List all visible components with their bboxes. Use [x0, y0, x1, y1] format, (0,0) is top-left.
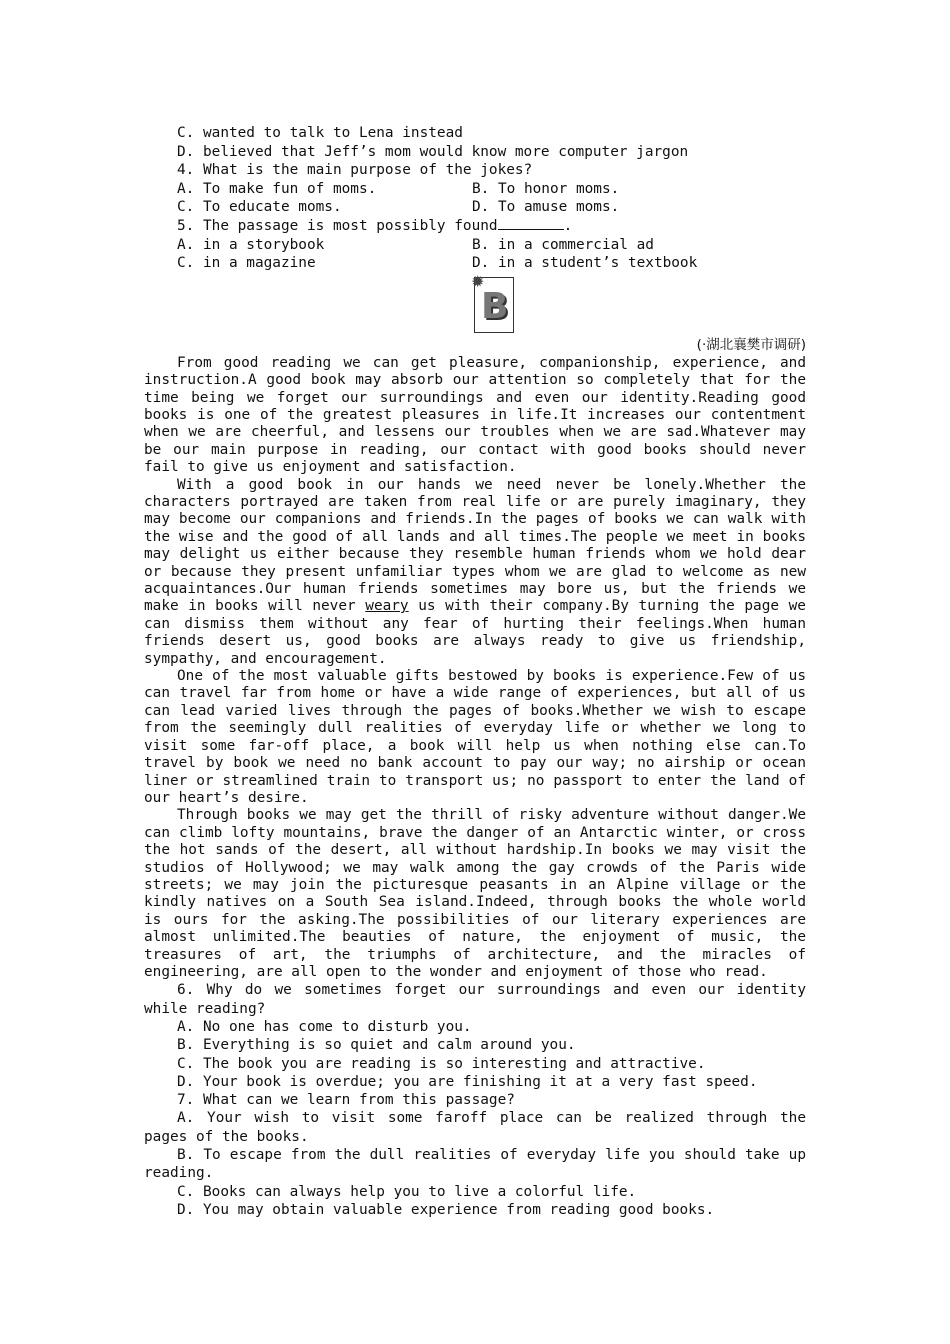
q4-option-b: B. To honor moms. — [472, 180, 620, 197]
q4-options-row-1 — [144, 180, 806, 199]
question-7: 7. What can we learn from this passage? — [177, 1092, 515, 1109]
section-badge — [471, 271, 514, 333]
q5-option-b: B. in a commercial ad — [472, 236, 654, 253]
q7-option-b: B. To escape from the dull realities of everyday life you should take up reading. — [144, 1147, 806, 1182]
q7-option-d: D. You may obtain valuable experience from reading good books. — [177, 1201, 715, 1218]
q7-option-a: A. Your wish to visit some faroff place can be realized through the pages of the books. — [144, 1110, 806, 1145]
q5-options-row-2 — [144, 254, 806, 273]
paragraph-2-part-2: us with their company.By turning the page we can dismiss them without any fear of hurting their feelings.When human friends desert us, good books are always ready to give us friendship, sympathy, and encouragement. — [144, 598, 806, 667]
q6-option-d: D. Your book is overdue; you are finishing it at a very fast speed. — [177, 1073, 758, 1090]
q4-option-c: C. To educate moms. — [177, 199, 342, 216]
q5-options-row-1 — [144, 236, 806, 255]
passage-paragraph-1: From good reading we can get pleasure, companionship, experience, and instruction.A good book may absorb our attention so completely that for the time being we forget our surroundings and even our identity.Reading good books is one of the greatest pleasures in life.It increases our contentment when we are cheerful, and lessens our troubles when we are sad.Whatever may be our main purpose in reading, our contact with good books should never fail to give us enjoyment and satisfaction. — [144, 354, 806, 476]
passage-paragraph-3: One of the most valuable gifts bestowed by books is experience.Few of us can travel far from home or have a wide range of experiences, but all of us can lead varied lives through the pages of books.Whether we wish to escape from the seemingly dull realities of everyday life or whether we long to visit some far-off place, a book will help us when nothing else can.To travel by book we need no bank account to pay our way; no airship or ocean liner or streamlined train to transport us; no passport to enter the land of our heart’s desire. — [144, 668, 806, 806]
q6-option-b: B. Everything is so quiet and calm around you. — [177, 1037, 576, 1054]
underlined-word: weary — [365, 598, 409, 615]
q5-option-a: A. in a storybook — [177, 236, 325, 253]
q5-option-d: D. in a student’s textbook — [472, 255, 698, 272]
q6-option-c: C. The book you are reading is so interesting and attractive. — [177, 1055, 706, 1072]
question-5 — [144, 217, 806, 236]
document-page — [144, 124, 806, 1219]
section-badge-area — [144, 273, 806, 335]
answer-blank — [498, 217, 564, 230]
question-5-period: . — [563, 217, 573, 234]
question-6: 6. Why do we sometimes forget our surroundings and even our identity while reading? — [144, 982, 806, 1017]
option-c-wanted: C. wanted to talk to Lena instead — [177, 125, 463, 141]
question-5-text: 5. The passage is most possibly found — [177, 217, 498, 234]
paragraph-2-part-1: With a good book in our hands we need never be lonely.Whether the characters portrayed are taken from real life or are purely imaginary, they may become our companions and friends.In the pages of books we can walk with the wise and the good of all lands and all times.The people we meet in books may delight us either because they resemble human friends whom we hold dear or because they present unfamiliar types whom we are glad to welcome as new acquaintances.Our human friends sometimes may bore us, but the friends we make in books will never — [144, 476, 806, 615]
q5-option-c: C. in a magazine — [177, 255, 316, 272]
section-letter: B — [481, 285, 509, 327]
option-d-believed: D. believed that Jeff’s mom would know more computer jargon — [177, 143, 689, 160]
gear-icon: ✹ — [471, 271, 485, 291]
question-4: 4. What is the main purpose of the jokes? — [177, 162, 533, 179]
q7-option-c: C. Books can always help you to live a colorful life. — [177, 1183, 637, 1200]
q4-option-d: D. To amuse moms. — [472, 199, 620, 216]
passage-paragraph-4: Through books we may get the thrill of risky adventure without danger.We can climb lofty mountains, brave the danger of an Antarctic winter, or cross the hot sands of the desert, all without hardship.In books we may visit the studios of Hollywood; we may walk among the gay crowds of the Paris wide streets; we may join the picturesque peasants in an Alpine village or the kindly natives on a South Sea island.Indeed, through books the whole world is ours for the asking.The possibilities of our literary experiences are almost unlimited.The beauties of nature, the enjoyment of music, the treasures of art, the triumphs of architecture, and the miracles of engineering, are all open to the wonder and enjoyment of those who read. — [144, 807, 806, 980]
source-note: (·湖北襄樊市调研) — [696, 336, 806, 353]
q4-option-a: A. To make fun of moms. — [177, 180, 377, 197]
q4-options-row-2 — [144, 198, 806, 217]
passage-paragraph-2 — [144, 477, 806, 668]
q6-option-a: A. No one has come to disturb you. — [177, 1018, 472, 1035]
